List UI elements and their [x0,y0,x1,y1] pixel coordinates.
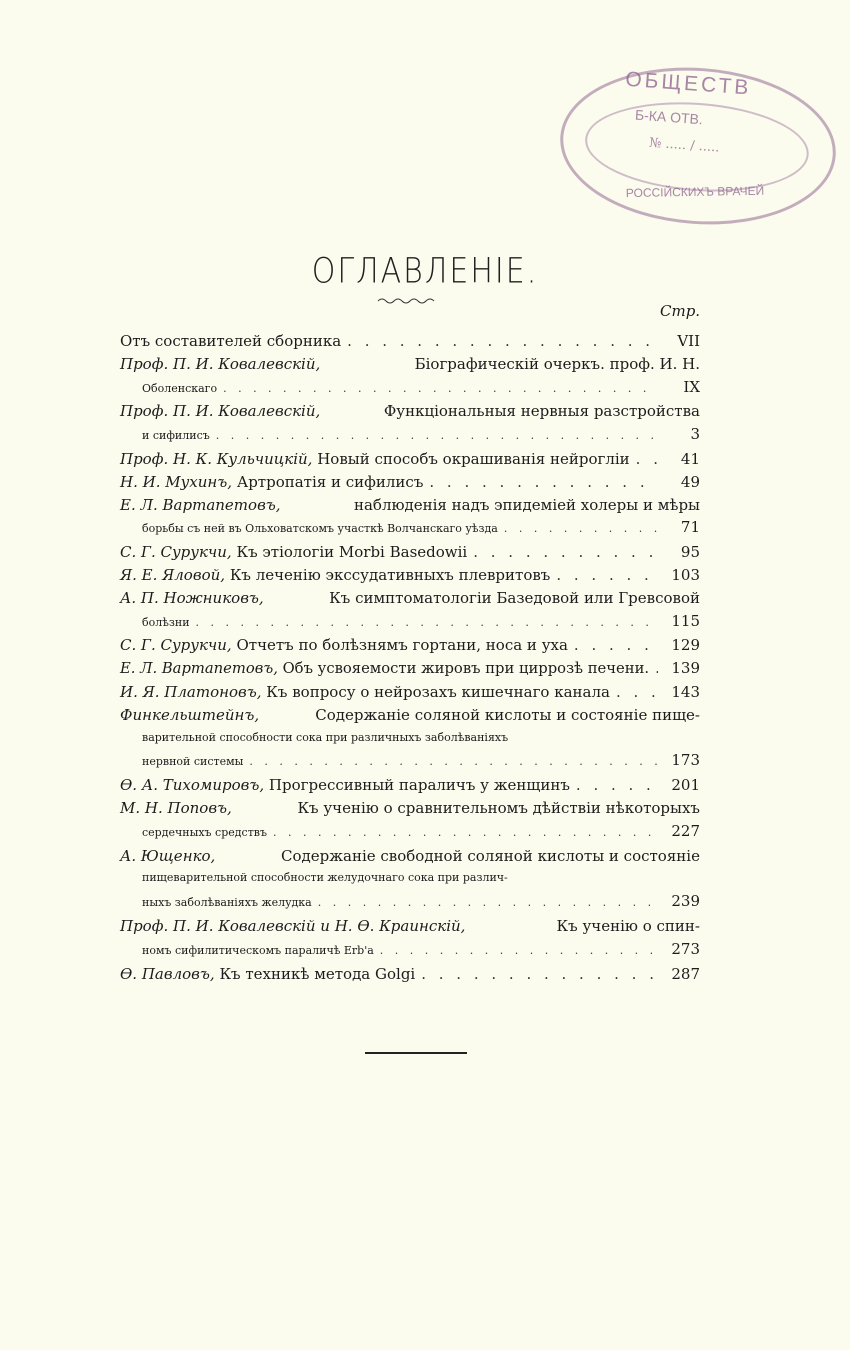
toc-title-text: Содержаніе соляной кислоты и состояніе пище- [315,705,700,724]
toc-title-text: Къ ученію о спин- [556,916,700,935]
toc-author: М. Н. Поповъ, [120,798,232,817]
toc-author: Проф. Н. К. Кульчицкій, [120,449,313,468]
toc-page-number: 287 [671,964,700,983]
toc-entry [120,845,700,915]
toc-page-number: 239 [671,892,700,911]
toc-entry-line [120,774,700,797]
toc-entry-line [120,423,700,448]
toc-entry [120,400,700,448]
toc-page-number: 139 [671,659,700,678]
toc-title-text: Объ усвояемости жировъ при циррозѣ печени. [282,660,650,678]
leader-dots [576,774,658,797]
toc-author: С. Г. Сурукчи, [120,543,232,562]
toc-entry [120,330,700,353]
toc-entry [120,587,700,635]
toc-author: Проф. П. И. Ковалевскій, [120,402,321,421]
table-of-contents [120,330,700,985]
toc-entry-line [120,749,700,774]
leader-dots [347,330,658,353]
toc-page-number: 273 [671,939,700,958]
toc-entry-line [120,890,700,915]
toc-author: Проф. П. И. Ковалевскій и Н. Ѳ. Краинскій, [120,916,466,935]
toc-title-text: Къ ученію о сравнительномъ дѣйствіи нѣкоторыхъ [297,798,700,817]
toc-entry-line [120,494,700,517]
toc-entry [120,657,700,681]
toc-entry-line [120,471,700,494]
toc-title-text: Артропатія и сифилисъ [236,472,424,491]
toc-entry [120,564,700,587]
toc-entry [120,774,700,797]
toc-entry-line [120,564,700,587]
toc-entry [120,915,700,963]
page-title: ОГЛАВЛЕНІЕ. [311,251,539,292]
leader-dots [421,963,658,986]
toc-entry-line [120,376,700,401]
toc-author: Е. Л. Вартапетовъ, [120,495,281,514]
toc-entry [120,471,700,494]
toc-author: С. Г. Сурукчи, [120,636,232,655]
toc-entry-line [120,963,700,986]
toc-title-text: Къ вопросу о нейрозахъ кишечнаго канала [266,682,610,701]
toc-page-number: 201 [671,776,700,795]
toc-entry-line [120,915,700,938]
toc-page-number: 227 [671,821,700,840]
toc-entry-line [120,516,700,541]
toc-title-text: Къ техникѣ метода Golgi [219,964,416,983]
toc-author: Е. Л. Вартапетовъ, [120,660,278,678]
toc-title-text: Отчетъ по болѣзнямъ гортани, носа и уха [236,636,568,655]
toc-title-text: Біографическій очеркъ. проф. И. Н. [414,354,700,373]
toc-title-text: номъ сифилитическомъ параличѣ Erb'а [142,943,374,957]
toc-entry-line [120,867,722,890]
toc-entry-line [120,845,700,868]
library-stamp [555,59,841,234]
toc-entry [120,448,700,471]
toc-page-number: 41 [680,449,700,468]
toc-title-text: Къ леченію экссудативныхъ плевритовъ [229,565,551,584]
toc-entry-line [120,330,700,353]
toc-entry-line [120,400,700,423]
toc-page-number: 103 [671,565,700,584]
toc-title-text: Къ симптоматологіи Базедовой или Гревсовой [329,588,700,607]
toc-entry [120,681,700,704]
leader-dots [273,822,658,845]
toc-page-number: 129 [671,636,700,655]
toc-title-text: Содержаніе свободной соляной кислоты и состояніе [280,846,700,865]
toc-title-text: Новый способъ окрашиванія нейрогліи [317,449,630,468]
toc-page-number: 3 [690,425,700,444]
toc-page-number: 143 [671,682,700,701]
toc-title-text: Функціональныя нервныя разстройства [383,402,700,421]
toc-author: И. Я. Платоновъ, [120,682,262,701]
toc-entry-line [120,634,700,657]
toc-author: Финкельштейнъ, [120,705,260,724]
stamp-text-middle: Б-КА ОТВ. [634,106,704,128]
closing-rule [365,1052,467,1054]
toc-title-text: наблюденія надъ эпидеміей холеры и мѣры [353,495,700,514]
toc-title-text: болѣзни [142,615,190,629]
toc-title-text: сердечныхъ средствъ [142,825,267,839]
toc-entry-line [120,353,700,376]
toc-page-number: VII [677,332,700,350]
toc-author: Ѳ. Павловъ, [120,964,215,983]
toc-title-text: ныхъ заболѣваніяхъ желудка [142,896,312,910]
page-column-label: Стр. [660,302,701,320]
toc-entry-line [120,681,700,704]
toc-title-text: и сифилисъ [142,429,210,443]
leader-dots [636,448,658,471]
leader-dots [318,892,658,915]
toc-entry [120,494,700,542]
toc-page-number: 95 [680,543,700,562]
leader-dots [574,634,658,657]
toc-author: Проф. П. И. Ковалевскій, [120,354,321,373]
toc-entry [120,704,700,774]
ornament-squiggle [376,295,436,305]
toc-title-text: Оболенскаго [142,381,218,395]
leader-dots [616,681,658,704]
leader-dots [216,425,658,448]
toc-page-number: 173 [671,751,700,770]
leader-dots [380,940,658,963]
toc-entry-line [120,587,700,610]
stamp-text-bottom: РОССІЙСКИХЪ ВРАЧЕЙ [625,183,765,201]
toc-title-text: пищеварительной способности желудочнаго сока при различ- [142,871,508,885]
toc-title-text: варительной способности сока при различныхъ заболѣваніяхъ [142,730,509,744]
toc-entry [120,541,700,564]
toc-title-text: Прогрессивный параличъ у женщинъ [268,776,570,795]
toc-author: Я. Е. Яловой, [120,565,226,584]
toc-author: Ѳ. А. Тихомировъ, [120,776,265,795]
toc-entry [120,963,700,986]
leader-dots [504,518,658,541]
toc-entry [120,797,700,845]
toc-title-text: борьбы съ ней въ Ольховатскомъ участкѣ Волчанскаго уѣзда [142,522,498,536]
toc-title-text: Отъ составителей сборника [120,332,342,350]
stamp-text-top: ОБЩЕСТВ [624,67,753,100]
leader-dots [249,751,658,774]
leader-dots [655,658,658,681]
toc-author: А. Ющенко, [120,846,216,865]
toc-entry-line [120,797,700,820]
toc-page-number: IX [683,377,700,396]
toc-entry [120,634,700,657]
toc-entry-line [120,727,722,750]
toc-author: А. П. Ножниковъ, [120,588,264,607]
leader-dots [429,471,658,494]
toc-entry-line [120,448,700,471]
toc-title-text: нервной системы [142,755,244,769]
toc-entry [120,353,700,401]
toc-page-number: 49 [680,472,700,491]
toc-page-number: 115 [671,611,700,630]
leader-dots [473,541,658,564]
toc-entry-line [120,541,700,564]
toc-entry-line [120,704,700,727]
leader-dots [556,564,658,587]
toc-title-text: Къ этіологіи Morbi Basedowii [236,543,468,562]
toc-entry-line [120,610,700,635]
toc-entry-line [120,820,700,845]
leader-dots [223,378,658,401]
toc-entry-line [120,938,700,963]
toc-page-number: 71 [680,518,700,537]
toc-entry-line [120,657,700,681]
leader-dots [196,612,658,635]
toc-author: Н. И. Мухинъ, [120,472,233,491]
stamp-text-number: № ..... / ..... [648,135,720,156]
